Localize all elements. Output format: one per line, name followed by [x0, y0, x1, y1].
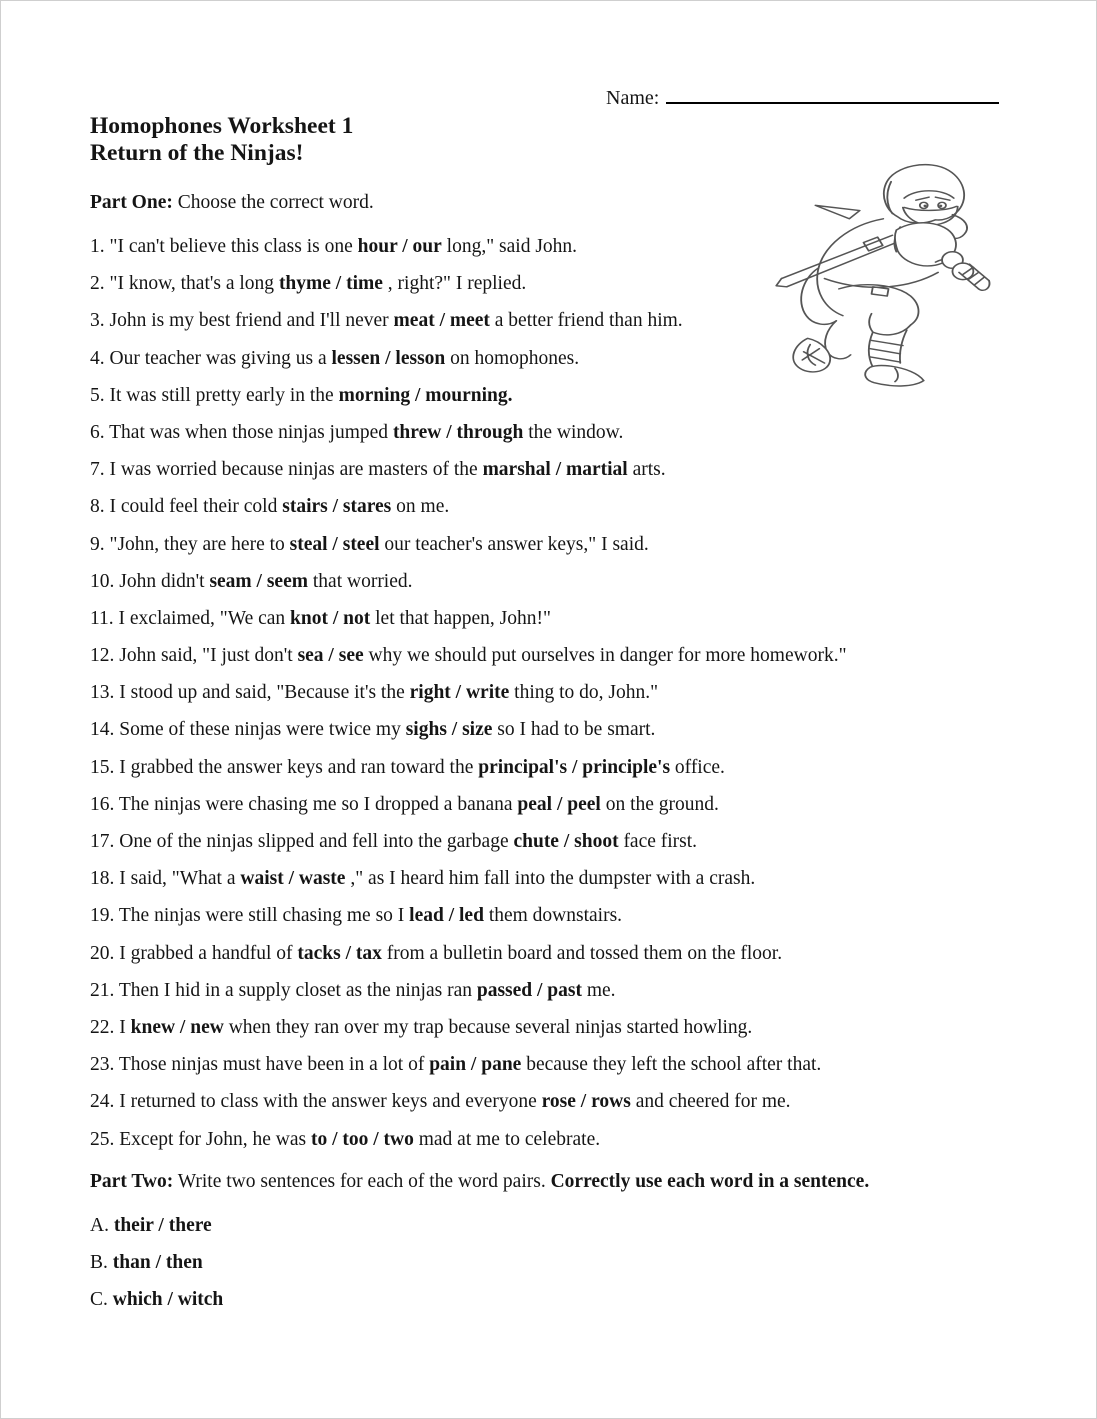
worksheet-item: 8. I could feel their cold stairs / stares on me. — [90, 496, 450, 518]
worksheet-item: 10. John didn't seam / seem that worried. — [90, 570, 413, 592]
worksheet-item: 6. That was when those ninjas jumped threw / through the window. — [90, 421, 624, 443]
worksheet-item: 4. Our teacher was giving us a lessen / lesson on homophones. — [90, 347, 580, 369]
worksheet-item: 1. "I can't believe this class is one hour / our long," said John. — [90, 236, 578, 257]
worksheet-item: 22. I knew / new when they ran over my trap because several ninjas started howling. — [90, 1016, 753, 1038]
word-pair-item: A. their / there — [90, 1214, 212, 1236]
word-pair-item: C. which / witch — [90, 1288, 224, 1310]
worksheet-item: 11. I exclaimed, "We can knot / not let that happen, John!" — [90, 607, 551, 629]
worksheet-item: 16. The ninjas were chasing me so I dropped a banana peal / peel on the ground. — [90, 793, 719, 815]
worksheet-item: 13. I stood up and said, "Because it's the right / write thing to do, John." — [90, 682, 659, 704]
worksheet-item: 12. John said, "I just don't sea / see why we should put ourselves in danger for more homework." — [90, 645, 847, 667]
worksheet-item: 19. The ninjas were still chasing me so I lead / led them downstairs. — [90, 905, 623, 927]
ninja-illustration — [771, 159, 1006, 394]
worksheet-item: 15. I grabbed the answer keys and ran toward the principal's / principle's office. — [90, 756, 725, 778]
name-label: Name: — [606, 87, 660, 109]
worksheet-subtitle: Return of the Ninjas! — [90, 140, 304, 166]
part-two-list — [90, 1214, 1006, 1312]
worksheet-item: 24. I returned to class with the answer keys and everyone rose / rows and cheered for me. — [90, 1091, 791, 1113]
worksheet-title: Homophones Worksheet 1 — [90, 113, 354, 139]
worksheet-item: 23. Those ninjas must have been in a lot of pain / pane because they left the school after that. — [90, 1054, 822, 1076]
worksheet-item: 14. Some of these ninjas were twice my sighs / size so I had to be smart. — [90, 719, 656, 741]
word-pair-item: B. than / then — [90, 1251, 203, 1273]
part-one-heading: Part One: Choose the correct word. — [90, 192, 374, 213]
worksheet-item: 9. "John, they are here to steal / steel our teacher's answer keys," I said. — [90, 533, 649, 555]
worksheet-item: 17. One of the ninjas slipped and fell into the garbage chute / shoot face first. — [90, 831, 698, 852]
worksheet-item: 25. Except for John, he was to / too / two mad at me to celebrate. — [90, 1128, 601, 1150]
worksheet-item: 18. I said, "What a waist / waste ," as I heard him fall into the dumpster with a crash. — [90, 868, 756, 890]
name-blank-line — [666, 87, 999, 104]
worksheet-item: 21. Then I hid in a supply closet as the ninjas ran passed / past me. — [90, 979, 616, 1001]
name-row — [606, 87, 999, 110]
worksheet-item: 20. I grabbed a handful of tacks / tax from a bulletin board and tossed them on the floor. — [90, 942, 783, 964]
worksheet-item: 7. I was worried because ninjas are masters of the marshal / martial arts. — [90, 459, 666, 481]
worksheet-item: 5. It was still pretty early in the morning / mourning. — [90, 384, 513, 406]
worksheet-item: 3. John is my best friend and I'll never meat / meet a better friend than him. — [90, 310, 683, 332]
part-two-heading: Part Two: Write two sentences for each of the word pairs. Correctly use each word in a sentence. — [90, 1170, 870, 1192]
worksheet-item: 2. "I know, that's a long thyme / time , right?" I replied. — [90, 273, 527, 295]
